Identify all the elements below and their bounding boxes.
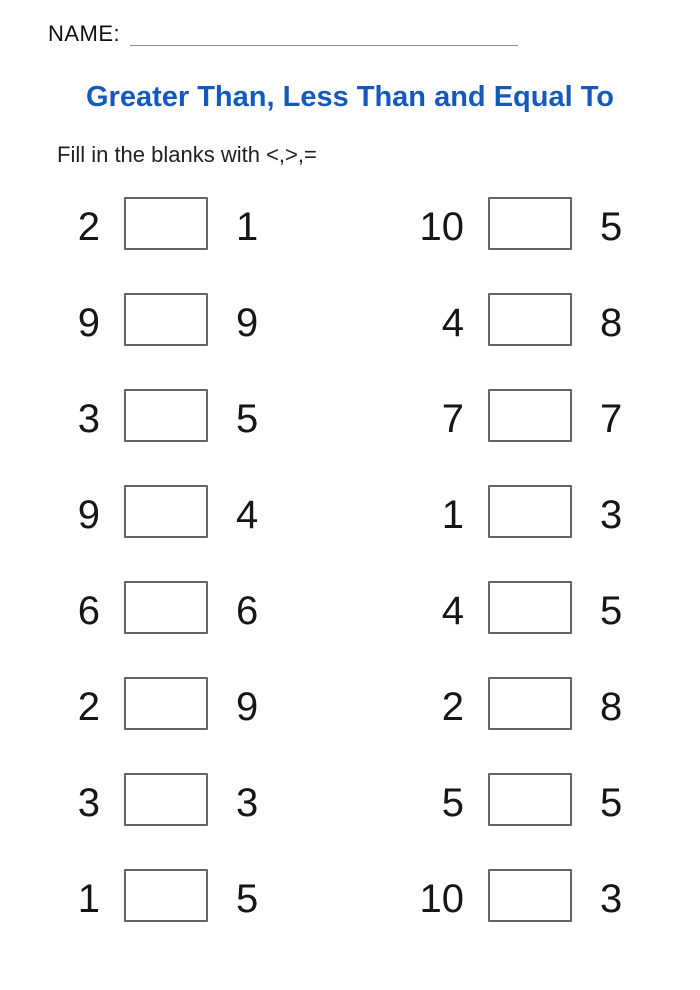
answer-box[interactable] xyxy=(488,869,572,922)
answer-box[interactable] xyxy=(124,581,208,634)
answer-box[interactable] xyxy=(488,197,572,250)
problem-row xyxy=(404,293,622,346)
problem-row xyxy=(40,773,404,826)
problem-left-number: 3 xyxy=(77,780,100,825)
problem-left-number: 10 xyxy=(419,876,464,921)
problem-left-number: 4 xyxy=(441,300,464,345)
problem-right-number: 9 xyxy=(236,684,259,729)
worksheet-title: Greater Than, Less Than and Equal To xyxy=(85,81,614,114)
answer-box[interactable] xyxy=(124,389,208,442)
problem-right-number: 5 xyxy=(236,396,259,441)
answer-box[interactable] xyxy=(124,197,208,250)
problem-right-number: 3 xyxy=(236,780,259,825)
problem-right-number: 9 xyxy=(236,300,259,345)
problem-right-number: 3 xyxy=(600,876,623,921)
answer-box[interactable] xyxy=(124,293,208,346)
problem-row xyxy=(40,293,404,346)
problem-row xyxy=(404,581,622,634)
answer-box[interactable] xyxy=(488,485,572,538)
problem-row xyxy=(40,869,404,922)
problem-right-number: 7 xyxy=(600,396,623,441)
problem-right-number: 1 xyxy=(236,204,259,249)
answer-box[interactable] xyxy=(124,869,208,922)
name-input-line[interactable] xyxy=(130,23,518,46)
problem-left-number: 2 xyxy=(441,684,464,729)
problem-left-number: 7 xyxy=(441,396,464,441)
problem-left-number: 5 xyxy=(441,780,464,825)
problem-left-number: 1 xyxy=(77,876,100,921)
problem-right-number: 3 xyxy=(600,492,623,537)
answer-box[interactable] xyxy=(488,677,572,730)
answer-box[interactable] xyxy=(488,581,572,634)
problem-row xyxy=(404,485,622,538)
answer-box[interactable] xyxy=(124,677,208,730)
problem-row xyxy=(40,197,404,250)
problem-row xyxy=(40,581,404,634)
problem-row xyxy=(404,869,622,922)
problem-row xyxy=(40,485,404,538)
problem-left-number: 10 xyxy=(419,204,464,249)
problem-left-number: 2 xyxy=(77,684,100,729)
problem-right-number: 8 xyxy=(600,684,623,729)
problems-grid xyxy=(0,197,700,922)
answer-box[interactable] xyxy=(488,773,572,826)
problem-left-number: 3 xyxy=(77,396,100,441)
answer-box[interactable] xyxy=(488,389,572,442)
problem-right-number: 8 xyxy=(600,300,623,345)
answer-box[interactable] xyxy=(124,485,208,538)
name-row xyxy=(0,0,700,46)
problem-row xyxy=(40,389,404,442)
problem-right-number: 5 xyxy=(600,780,623,825)
problem-right-number: 5 xyxy=(236,876,259,921)
problem-right-number: 4 xyxy=(236,492,259,537)
problem-right-number: 6 xyxy=(236,588,259,633)
answer-box[interactable] xyxy=(488,293,572,346)
problem-row xyxy=(404,389,622,442)
problem-row xyxy=(40,677,404,730)
instruction-text: Fill in the blanks with <,>,= xyxy=(57,142,317,168)
problem-row xyxy=(404,773,622,826)
answer-box[interactable] xyxy=(124,773,208,826)
problem-left-number: 9 xyxy=(77,492,100,537)
problem-right-number: 5 xyxy=(600,588,623,633)
problem-left-number: 6 xyxy=(77,588,100,633)
problem-row xyxy=(404,677,622,730)
problem-left-number: 1 xyxy=(441,492,464,537)
problem-right-number: 5 xyxy=(600,204,623,249)
name-label: NAME: xyxy=(48,21,121,46)
problem-row xyxy=(404,197,622,250)
problem-left-number: 9 xyxy=(77,300,100,345)
problem-left-number: 2 xyxy=(77,204,100,249)
problem-left-number: 4 xyxy=(441,588,464,633)
